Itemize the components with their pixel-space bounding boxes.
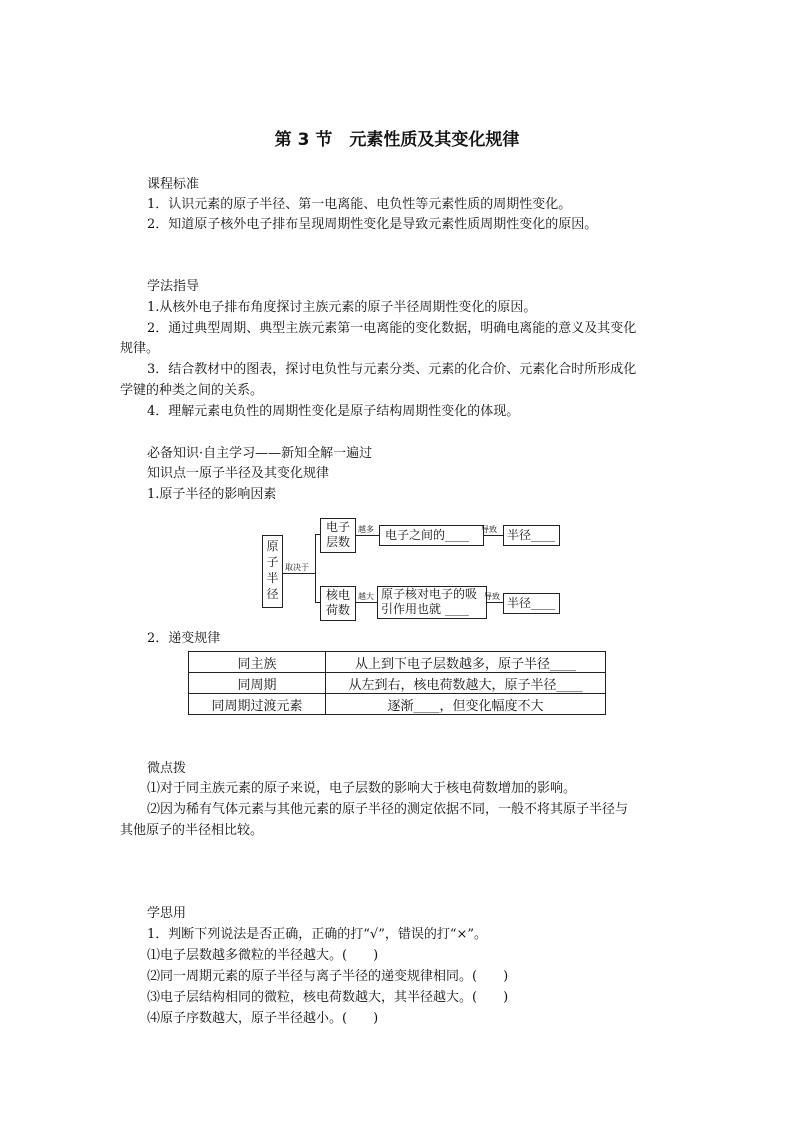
connector (315, 534, 316, 602)
tips-heading: 微点拨 (147, 761, 187, 776)
curriculum-item: 2．知道原子核外电子排布呈现周期性变化是导致元素性质周期性变化的原因。 (147, 217, 598, 232)
diagram-root (262, 535, 283, 608)
diagram-branch1-factor-label: 电子层数 (325, 520, 350, 549)
practice-line: ⑷原子序数越大，原子半径越小。( ) (147, 1011, 379, 1026)
diagram-branch2-result: 半径____ (503, 593, 560, 614)
diagram-branch2-effect-line: 原子核对电子的吸 (381, 587, 478, 601)
knowledge-sub1: 1.原子半径的影响因素 (147, 487, 277, 502)
table-row (189, 673, 606, 694)
practice-line: ⑴电子层数越多微粒的半径越大。( ) (147, 948, 379, 963)
diagram-branch2-factor-label: 核电荷数 (325, 588, 350, 617)
rules-heading: 2．递变规律 (147, 631, 221, 646)
knowledge-point: 知识点一原子半径及其变化规律 (147, 466, 330, 481)
rule-label: 同周期过渡元素 (189, 694, 326, 715)
diagram-branch2-factor (320, 586, 356, 621)
curriculum-heading: 课程标准 (147, 177, 200, 192)
method-line: 2．通过典型周期、典型主族元素第一电离能的变化数据，明确电离能的意义及其变化 (147, 321, 637, 336)
diagram-branch1-lead: 导致 (481, 525, 497, 534)
diagram-branch2-lead: 导致 (484, 592, 500, 601)
practice-line: ⑵同一周期元素的原子半径与离子半径的递变规律相同。( ) (147, 969, 509, 984)
table-row (189, 652, 606, 673)
rule-text: 从上到下电子层数越多，原子半径____ (326, 652, 606, 673)
practice-line: ⑶电子层结构相同的微粒，核电荷数越大，其半径越大。( ) (147, 990, 509, 1005)
method-line: 1.从核外电子排布角度探讨主族元素的原子半径周期性变化的原因。 (147, 300, 537, 315)
rule-text: 逐渐____，但变化幅度不大 (326, 694, 606, 715)
curriculum-item: 1．认识元素的原子半径、第一电离能、电负性等元素性质的周期性变化。 (147, 197, 572, 212)
tips-line: ⑴对于同主族元素的原子来说，电子层数的影响大于核电荷数增加的影响。 (147, 781, 577, 796)
diagram-branch2-effect-line: 引作用也就 ____ (381, 602, 469, 616)
diagram-root-label: 原子半径 (266, 539, 279, 601)
connector (486, 602, 503, 603)
connector (355, 602, 377, 603)
knowledge-heading: 必备知识·自主学习——新知全解一遍过 (147, 446, 373, 461)
table-row (189, 694, 606, 715)
rule-label: 同主族 (189, 652, 326, 673)
page-title: 第 3 节 元素性质及其变化规律 (274, 130, 520, 150)
method-line: 学键的种类之间的关系。 (120, 383, 264, 398)
diagram-branch1-more: 越多 (358, 525, 374, 534)
tips-line: ⑵因为稀有气体元素与其他元素的原子半径的测定依据不同，一般不将其原子半径与 (147, 802, 629, 817)
diagram-branch1-factor (320, 518, 356, 553)
tips-line: 其他原子的半径相比较。 (120, 823, 264, 838)
diagram-branch2-more: 越大 (358, 592, 374, 601)
rules-table (188, 651, 606, 715)
method-line: 规律。 (120, 341, 160, 356)
practice-line: 1．判断下列说法是否正确，正确的打“√”，错误的打“×”。 (147, 927, 488, 942)
method-line: 3．结合教材中的图表，探讨电负性与元素分类、元素的化合价、元素化合时所形成化 (147, 362, 637, 377)
connector (483, 535, 503, 536)
rule-label: 同周期 (189, 673, 326, 694)
connector (283, 573, 315, 574)
connector (355, 535, 379, 536)
practice-heading: 学思用 (147, 906, 187, 921)
diagram-branch1-result: 半径____ (503, 525, 560, 546)
diagram-branch2-effect (377, 586, 487, 619)
method-heading: 学法指导 (147, 279, 200, 294)
diagram-depends: 取决于 (285, 563, 309, 572)
method-line: 4．理解元素电负性的周期性变化是原子结构周期性变化的体现。 (147, 404, 520, 419)
rule-text: 从左到右，核电荷数越大，原子半径____ (326, 673, 606, 694)
diagram-branch1-effect: 电子之间的____ (379, 525, 484, 546)
